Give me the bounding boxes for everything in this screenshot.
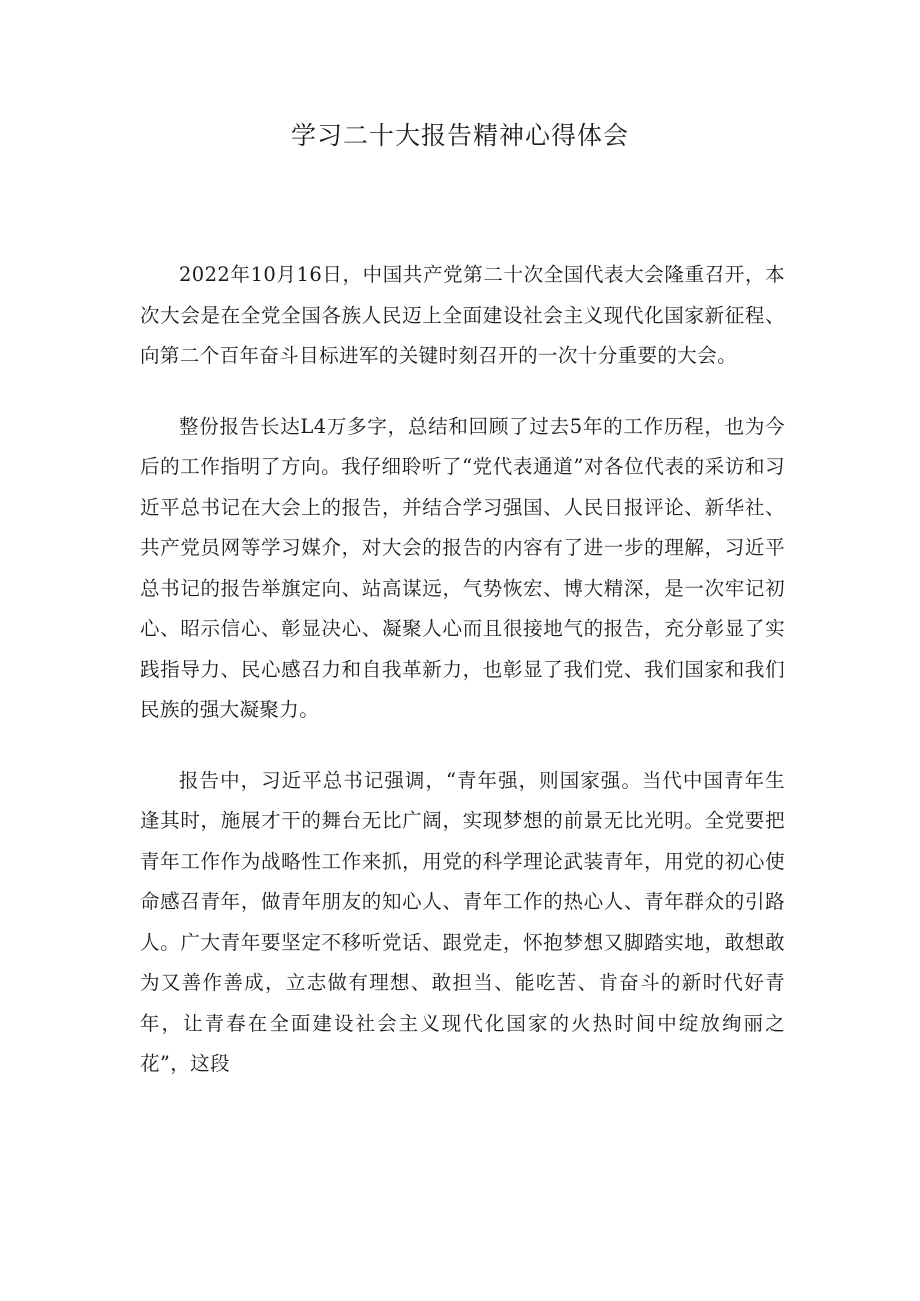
document-title: 学习二十大报告精神心得体会 <box>290 121 629 150</box>
document-body <box>140 255 785 1115</box>
paragraph-youth-quote: 报告中，习近平总书记强调，“青年强，则国家强。当代中国青年生逢其时，施展才干的舞台无比广阔，实现梦想的前景无比光明。全党要把青年工作作为战略性工作来抓，用党的科学理论武装青年，用党的初心使命感召青年，做青年朋友的知心人、青年工作的热心人、青年群众的引路人。广大青年要坚定不移听党话、跟党走，怀抱梦想又脚踏实地，敢想敢为又善作善成，立志做有理想、敢担当、能吃苦、肯奋斗的新时代好青年，让青春在全面建设社会主义现代化国家的火热时间中绽放绚丽之花”，这段 <box>140 768 785 1075</box>
paragraph-opening: 2022年10月16日，中国共产党第二十次全国代表大会隆重召开，本次大会是在全党全国各族人民迈上全面建设社会主义现代化国家新征程、向第二个百年奋斗目标进军的关键时刻召开的一次十分重要的大会。 <box>140 263 785 367</box>
paragraph-report-summary: 整份报告长达L4万多字，总结和回顾了过去5年的工作历程，也为今后的工作指明了方向。我仔细聆听了“党代表通道”对各位代表的采访和习近平总书记在大会上的报告，并结合学习强国、人民日报评论、新华社、共产党员网等学习媒介，对大会的报告的内容有了进一步的理解，习近平总书记的报告举旗定向、站高谋远，气势恢宏、博大精深，是一次牢记初心、昭示信心、彰显决心、凝聚人心而且很接地气的报告，充分彰显了实践指导力、民心感召力和自我革新力，也彰显了我们党、我们国家和我们民族的强大凝聚力。 <box>140 414 785 721</box>
